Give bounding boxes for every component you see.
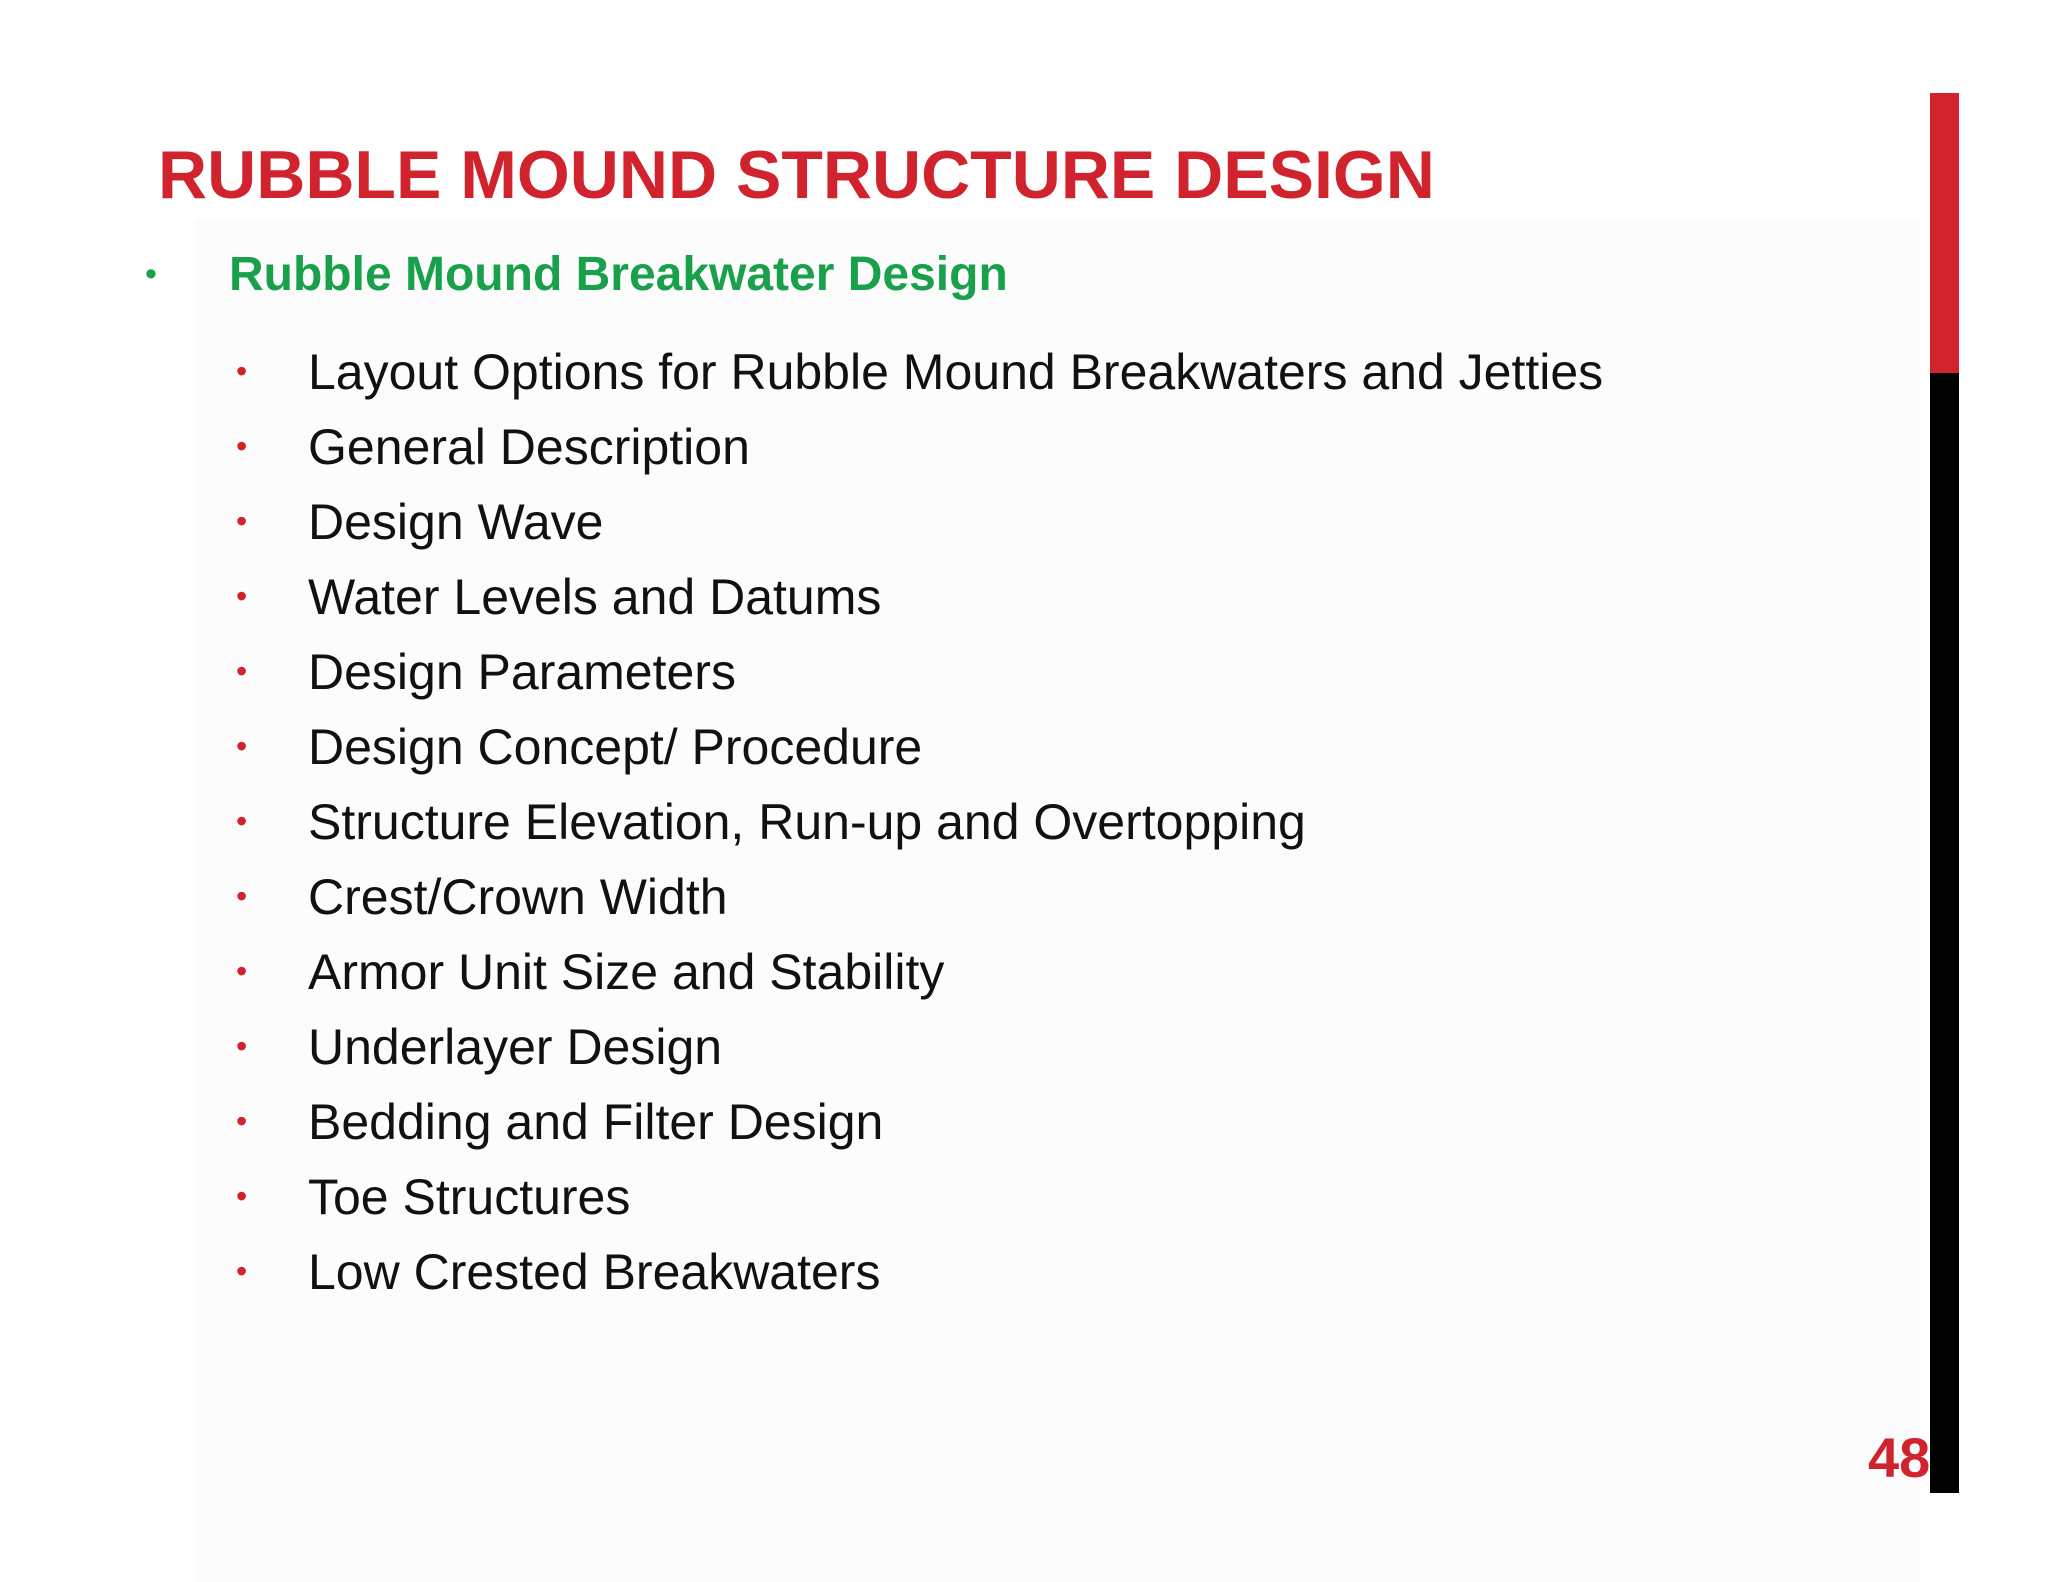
subtitle-text: Rubble Mound Breakwater Design [229, 247, 1008, 301]
bullet-icon: • [236, 653, 248, 689]
slide-title: RUBBLE MOUND STRUCTURE DESIGN [158, 137, 1435, 213]
accent-bar-red [1930, 93, 1959, 373]
list-item [236, 634, 1603, 709]
list-item-label: Design Parameters [308, 643, 736, 700]
bullet-icon: • [236, 803, 248, 839]
subtitle-bullet: • [145, 254, 157, 293]
list-item-label: Underlayer Design [308, 1018, 723, 1075]
bullet-icon: • [236, 428, 248, 464]
bullet-icon: • [236, 878, 248, 914]
list-item-label: Toe Structures [308, 1168, 631, 1225]
list-item-label: Low Crested Breakwaters [308, 1243, 881, 1300]
bullet-icon: • [236, 728, 248, 764]
list-item-label: Layout Options for Rubble Mound Breakwaters and Jetties [308, 343, 1604, 400]
list-item [236, 859, 1603, 934]
list-item [236, 1009, 1603, 1084]
list-item [236, 409, 1603, 484]
page-number: 48 [1868, 1426, 1931, 1489]
list-item-label: Crest/Crown Width [308, 868, 728, 925]
bullet-icon: • [236, 353, 248, 389]
list-item-label: Design Wave [308, 493, 604, 550]
bullet-icon: • [236, 1028, 248, 1064]
subtitle-row [145, 242, 1008, 306]
bullet-icon: • [236, 503, 248, 539]
list-item-label: Structure Elevation, Run-up and Overtopping [308, 793, 1306, 850]
list-item [236, 559, 1603, 634]
bullet-icon: • [236, 1178, 248, 1214]
list-item [236, 709, 1603, 784]
accent-bar-black [1930, 373, 1959, 1493]
bullet-icon: • [236, 1253, 248, 1289]
topic-list [236, 334, 1603, 1309]
list-item-label: Bedding and Filter Design [308, 1093, 884, 1150]
bullet-icon: • [236, 953, 248, 989]
list-item-label: Design Concept/ Procedure [308, 718, 923, 775]
list-item [236, 1084, 1603, 1159]
bullet-icon: • [236, 578, 248, 614]
bullet-icon: • [236, 1103, 248, 1139]
list-item [236, 484, 1603, 559]
list-item-label: Water Levels and Datums [308, 568, 882, 625]
list-item [236, 784, 1603, 859]
list-item [236, 1159, 1603, 1234]
list-item [236, 334, 1603, 409]
list-item-label: Armor Unit Size and Stability [308, 943, 945, 1000]
list-item [236, 934, 1603, 1009]
list-item [236, 1234, 1603, 1309]
list-item-label: General Description [308, 418, 750, 475]
